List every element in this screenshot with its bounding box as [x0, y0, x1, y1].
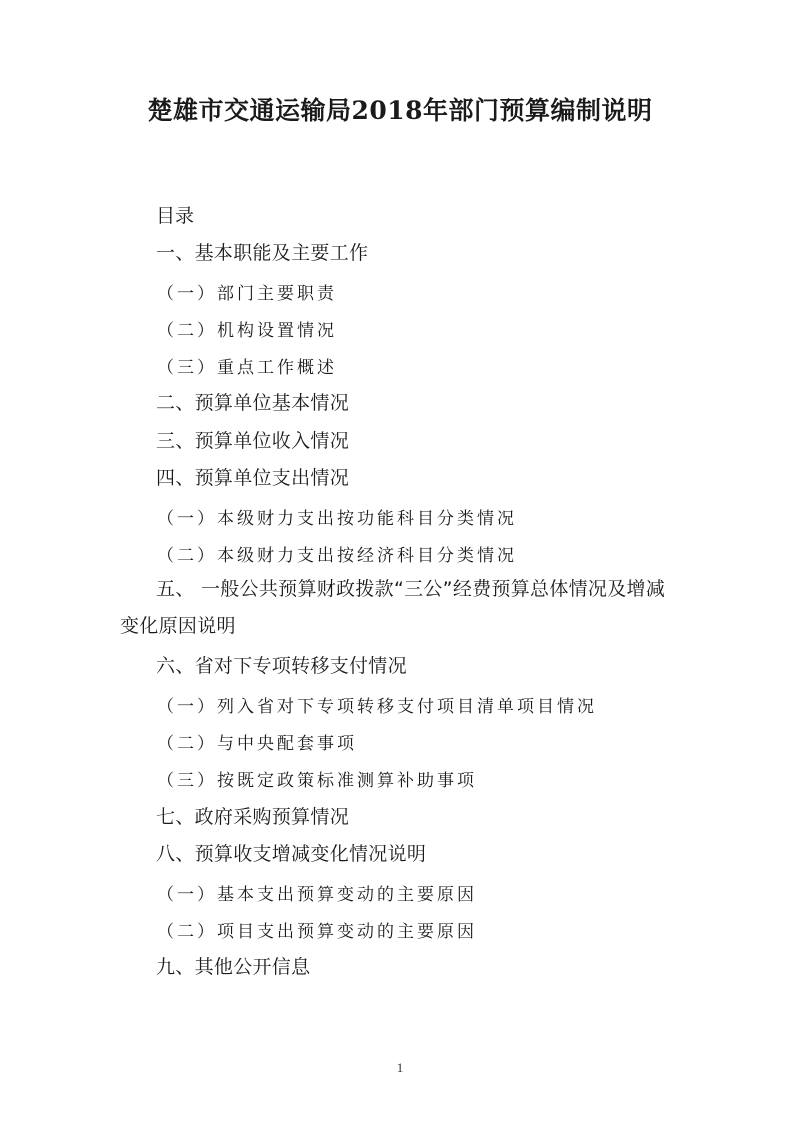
toc-item-4-2: （二）本级财力支出按经济科目分类情况 — [157, 546, 517, 566]
toc-item-1-2: （二）机构设置情况 — [157, 321, 337, 341]
toc-item-1-1: （一）部门主要职责 — [157, 284, 337, 304]
toc-item-8-2: （二）项目支出预算变动的主要原因 — [157, 922, 477, 942]
toc-item-section-1: 一、基本职能及主要工作 — [156, 242, 369, 264]
page-number: 1 — [396, 1060, 404, 1075]
toc-heading: 目录 — [156, 205, 195, 227]
toc-item-6-2: （二）与中央配套事项 — [157, 734, 357, 754]
toc-item-6-1: （一）列入省对下专项转移支付项目清单项目情况 — [157, 697, 597, 717]
toc-item-section-9: 九、其他公开信息 — [156, 956, 311, 978]
toc-item-section-8: 八、预算收支增减变化情况说明 — [156, 843, 427, 865]
toc-item-section-4: 四、预算单位支出情况 — [156, 467, 350, 489]
toc-item-section-3: 三、预算单位收入情况 — [156, 430, 350, 452]
toc-item-section-5: 五、 一般公共预算财政拨款“三公”经费预算总体情况及增减变化原因说明 — [120, 578, 666, 637]
toc-item-6-3: （三）按既定政策标准测算补助事项 — [157, 771, 477, 791]
toc-item-section-2: 二、预算单位基本情况 — [156, 392, 350, 414]
toc-item-4-1: （一）本级财力支出按功能科目分类情况 — [157, 509, 517, 529]
toc-item-1-3: （三）重点工作概述 — [157, 358, 337, 378]
toc-item-section-7: 七、政府采购预算情况 — [156, 806, 350, 828]
toc-item-8-1: （一）基本支出预算变动的主要原因 — [157, 885, 477, 905]
document-title: 楚雄市交通运输局2018年部门预算编制说明 — [147, 96, 653, 125]
toc-item-section-6: 六、省对下专项转移支付情况 — [156, 655, 407, 677]
